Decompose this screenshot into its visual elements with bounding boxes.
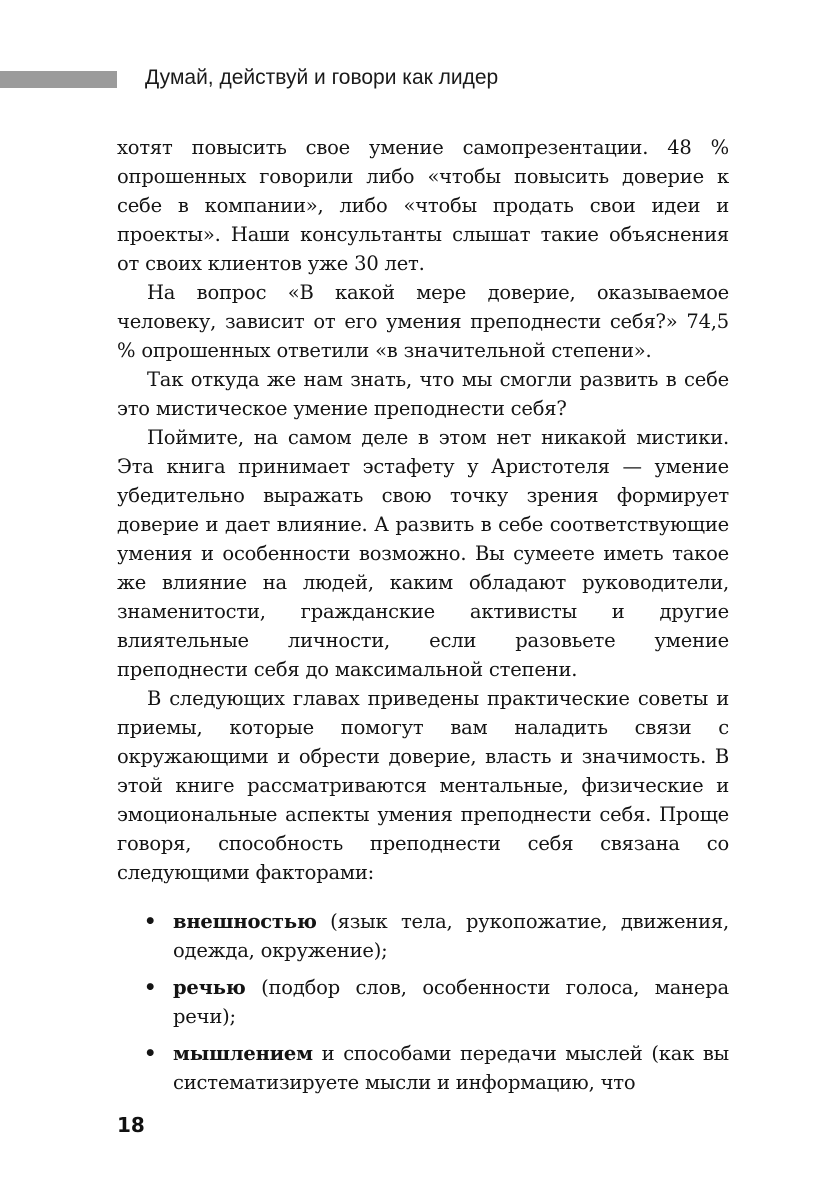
paragraph-2: На вопрос «В какой мере доверие, оказываемое человеку, зависит от его умения преподнести себя?» 74,5 % опрошенных ответили «в значительной степени». [117, 281, 729, 362]
paragraph-3: Так откуда же нам знать, что мы смогли развить в себе это мистическое умение преподнести себя? [117, 368, 729, 420]
list-item-text: и способами передачи мыслей (как вы систематизируете мысли и информацию, что [173, 1042, 729, 1094]
paragraph-1: хотят повысить свое умение самопрезентации. 48 % опрошенных говорили либо «чтобы повысить доверие к себе в компании», либо «чтобы продать свои идеи и проекты». Наши консультанты слышат такие объяснения от своих клиентов уже 30 лет. [117, 136, 729, 275]
list-item-text: (язык тела, рукопожатие, движения, одежда, окружение); [173, 910, 729, 962]
list-item [117, 907, 729, 965]
list-item-term: внешностью [173, 910, 317, 933]
page-number: 18 [117, 1113, 145, 1137]
bullet-marker: • [144, 910, 157, 933]
list-item-term: речью [173, 976, 246, 999]
list-item [117, 973, 729, 1031]
list-item-text: (подбор слов, особенности голоса, манера речи); [173, 976, 729, 1028]
paragraph-5: В следующих главах приведены практические советы и приемы, которые помогут вам наладить связи с окружающими и обрести доверие, власть и значимость. В этой книге рассматриваются ментальные, физические и эмоциональные аспекты умения преподнести себя. Проще говоря, способность преподнести себя связана со следующими факторами: [117, 687, 729, 884]
factor-list [117, 907, 729, 1097]
list-item-term: мышлением [173, 1042, 313, 1065]
page-body [117, 133, 729, 1105]
bullet-marker: • [144, 1042, 157, 1065]
list-item [117, 1039, 729, 1097]
paragraph-4: Поймите, на самом деле в этом нет никакой мистики. Эта книга принимает эстафету у Аристотеля — умение убедительно выражать свою точку зрения формирует доверие и дает влияние. А развить в себе соответствующие умения и особенности возможно. Вы сумеете иметь такое же влияние на людей, каким обладают руководители, знаменитости, гражданские активисты и другие влиятельные личности, если разовьете умение преподнести себя до максимальной степени. [117, 426, 729, 681]
bullet-marker: • [144, 976, 157, 999]
running-title: Думай, действуй и говори как лидер [145, 66, 499, 89]
header-decor-bar [0, 71, 117, 88]
